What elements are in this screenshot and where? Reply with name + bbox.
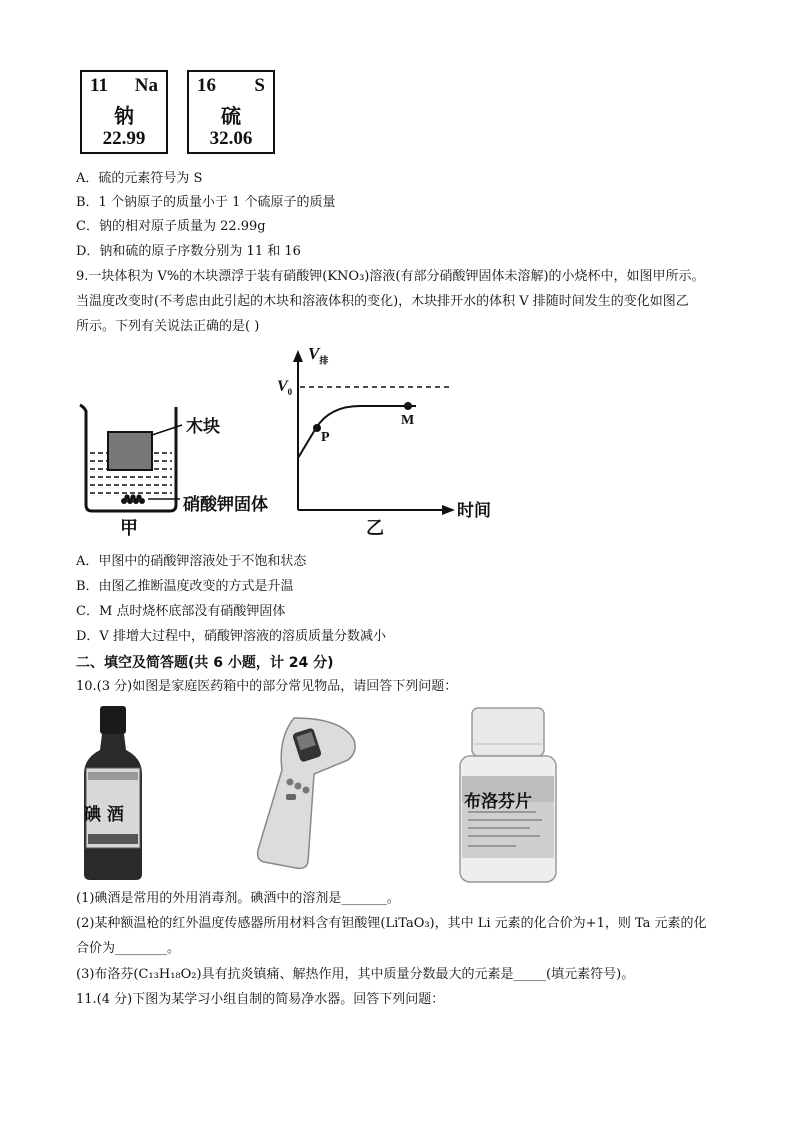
y-axis-symbol: V bbox=[308, 344, 320, 363]
iodine-bottle-label: 碘 酒 bbox=[84, 805, 124, 825]
q9-stem-line-3: 所示。下列有关说法正确的是( ) bbox=[76, 319, 260, 334]
figure-jia-caption: 甲 bbox=[120, 518, 138, 539]
atomic-number: 11 bbox=[90, 75, 108, 96]
point-m-label: M bbox=[401, 413, 415, 428]
y-axis-label bbox=[308, 344, 328, 366]
y-axis-subscript: 排 bbox=[319, 355, 329, 366]
q9-option-b: B．由图乙推断温度改变的方式是升温 bbox=[76, 579, 294, 594]
q10-sub-2-line-2: 合价为________。 bbox=[76, 941, 181, 956]
v-displaced-curve bbox=[298, 406, 416, 458]
wood-block bbox=[108, 432, 152, 470]
wood-block-label: 木块 bbox=[186, 417, 220, 437]
q8-option-a: A．硫的元素符号为 S bbox=[76, 171, 203, 186]
q10-stem: 10.(3 分)如图是家庭医药箱中的部分常见物品，请回答下列问题： bbox=[76, 679, 458, 694]
section-2-heading: 二、填空及简答题(共 6 小题，计 24 分) bbox=[76, 655, 334, 671]
figure-yi-graph bbox=[270, 340, 470, 530]
element-symbol: S bbox=[254, 75, 265, 96]
element-name: 硫 bbox=[221, 106, 241, 128]
infrared-thermometer bbox=[250, 712, 360, 872]
atomic-mass: 32.06 bbox=[209, 128, 253, 149]
v0-subscript: 0 bbox=[287, 387, 293, 398]
q10-sub-3: (3)布洛芬(C₁₃H₁₈O₂)具有抗炎镇痛、解热作用，其中质量分数最大的元素是_____(填元素符号)。 bbox=[76, 967, 635, 982]
point-p-label: P bbox=[321, 430, 330, 445]
solid-label: 硝酸钾固体 bbox=[183, 495, 268, 515]
q9-stem-line-1: 9.一块体积为 V%的木块漂浮于装有硝酸钾(KNO₃)溶液(有部分硝酸钾固体未溶解)的小烧杯中，如图甲所示。 bbox=[76, 269, 705, 284]
q8-option-c: C．钠的相对原子质量为 22.99g bbox=[76, 219, 266, 234]
q10-sub-2-line-1: (2)某种额温枪的红外温度传感器所用材料含有钽酸锂(LiTaO₃)，其中 Li 元素的化合价为+1，则 Ta 元素的化 bbox=[76, 916, 707, 931]
q9-option-a: A．甲图中的硝酸钾溶液处于不饱和状态 bbox=[76, 554, 307, 569]
q8-option-b: B．1 个钠原子的质量小于 1 个硫原子的质量 bbox=[76, 195, 336, 210]
element-name: 钠 bbox=[114, 106, 134, 128]
atomic-mass: 22.99 bbox=[102, 128, 146, 149]
q9-option-c: C．M 点时烧杯底部没有硝酸钾固体 bbox=[76, 604, 286, 619]
element-card-sodium bbox=[80, 70, 168, 154]
q9-stem-line-2: 当温度改变时(不考虑由此引起的木块和溶液体积的变化)，木块排开水的体积 V 排随时间发生的变化如图乙 bbox=[76, 294, 689, 309]
iodine-tincture-bottle bbox=[78, 702, 148, 884]
v0-label bbox=[277, 378, 292, 397]
element-symbol: Na bbox=[134, 75, 158, 96]
point-m-marker bbox=[404, 402, 412, 410]
x-axis-label: 时间 bbox=[457, 501, 491, 521]
v0-symbol: V bbox=[277, 378, 288, 395]
potassium-nitrate-solid bbox=[121, 494, 145, 504]
q9-option-d: D．V 排增大过程中，硝酸钾溶液的溶质质量分数减小 bbox=[76, 629, 386, 644]
q11-stem: 11.(4 分)下图为某学习小组自制的简易净水器。回答下列问题： bbox=[76, 992, 445, 1007]
figure-yi-caption: 乙 bbox=[366, 518, 384, 539]
q10-sub-1: (1)碘酒是常用的外用消毒剂。碘酒中的溶剂是_______。 bbox=[76, 891, 400, 906]
point-p-marker bbox=[313, 424, 321, 432]
q8-option-d: D．钠和硫的原子序数分别为 11 和 16 bbox=[76, 244, 301, 259]
atomic-number: 16 bbox=[197, 75, 216, 96]
element-card-sulfur bbox=[187, 70, 275, 154]
ibuprofen-bottle-label: 布洛芬片 bbox=[464, 792, 532, 812]
